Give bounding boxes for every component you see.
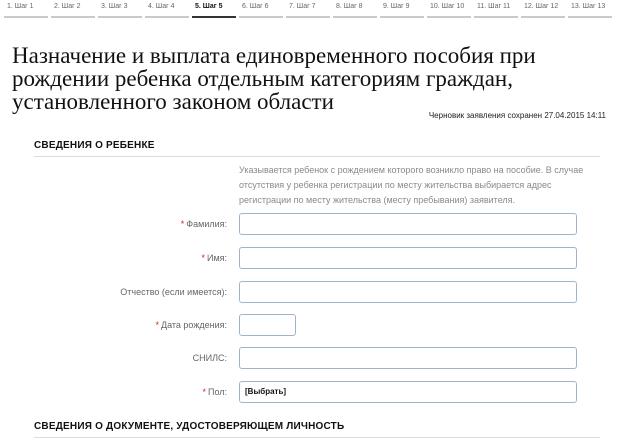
surname-label: * Фамилия: bbox=[180, 219, 227, 229]
step-tab-2[interactable]: 2. Шаг 2 bbox=[51, 0, 95, 18]
step-tab-6[interactable]: 6. Шаг 6 bbox=[239, 0, 283, 18]
snils-input[interactable] bbox=[239, 347, 577, 369]
step-tabs bbox=[0, 0, 623, 20]
required-marker: * bbox=[180, 219, 185, 229]
step-tab-13[interactable]: 13. Шаг 13 bbox=[568, 0, 612, 18]
surname-row bbox=[0, 213, 623, 237]
patronymic-row bbox=[0, 281, 623, 305]
snils-row bbox=[0, 347, 623, 371]
patronymic-label: Отчество (если имеется): bbox=[120, 287, 227, 297]
birth-date-row bbox=[0, 314, 623, 338]
name-input[interactable] bbox=[239, 247, 577, 269]
birth-date-input[interactable] bbox=[239, 314, 296, 336]
required-marker: * bbox=[201, 253, 205, 263]
name-label: * Имя: bbox=[201, 253, 227, 263]
name-row bbox=[0, 247, 623, 271]
draft-status: Черновик заявления сохранен 27.04.2015 14:11 bbox=[428, 111, 606, 120]
page-title: Назначение и выплата единовременного пособия при рождении ребенка отдельным категориям граждан, установленного законом области bbox=[12, 43, 536, 114]
step-tab-3[interactable]: 3. Шаг 3 bbox=[98, 0, 142, 18]
step-tab-9[interactable]: 9. Шаг 9 bbox=[380, 0, 424, 18]
section-heading-document: СВЕДЕНИЯ О ДОКУМЕНТЕ, УДОСТОВЕРЯЮЩЕМ ЛИЧНОСТЬ bbox=[34, 421, 600, 438]
section-heading-child: СВЕДЕНИЯ О РЕБЕНКЕ bbox=[34, 140, 600, 157]
step-tab-4[interactable]: 4. Шаг 4 bbox=[145, 0, 189, 18]
step-tab-8[interactable]: 8. Шаг 8 bbox=[333, 0, 377, 18]
patronymic-input[interactable] bbox=[239, 281, 577, 303]
surname-input[interactable] bbox=[239, 213, 577, 235]
step-tab-11[interactable]: 11. Шаг 11 bbox=[474, 0, 518, 18]
required-marker: * bbox=[155, 320, 159, 330]
required-marker: * bbox=[202, 387, 206, 397]
child-hint-text: Указывается ребенок с рождением которого возникло право на пособие. В случае отсутствия у ребенка регистрации по месту жительства выбирается адрес регистрации по месту жительства (месту пребывания) заявителя. bbox=[239, 165, 584, 205]
step-tab-5[interactable]: 5. Шаг 5 bbox=[192, 0, 236, 18]
snils-label: СНИЛС: bbox=[192, 353, 227, 363]
step-tab-1[interactable]: 1. Шаг 1 bbox=[4, 0, 48, 18]
birth-date-label: * Дата рождения: bbox=[155, 320, 227, 330]
gender-select[interactable]: [Выбрать] bbox=[239, 381, 577, 403]
step-tab-7[interactable]: 7. Шаг 7 bbox=[286, 0, 330, 18]
step-tab-10[interactable]: 10. Шаг 10 bbox=[427, 0, 471, 18]
gender-row bbox=[0, 381, 623, 405]
step-tab-12[interactable]: 12. Шаг 12 bbox=[521, 0, 565, 18]
gender-label: * Пол: bbox=[202, 387, 227, 397]
